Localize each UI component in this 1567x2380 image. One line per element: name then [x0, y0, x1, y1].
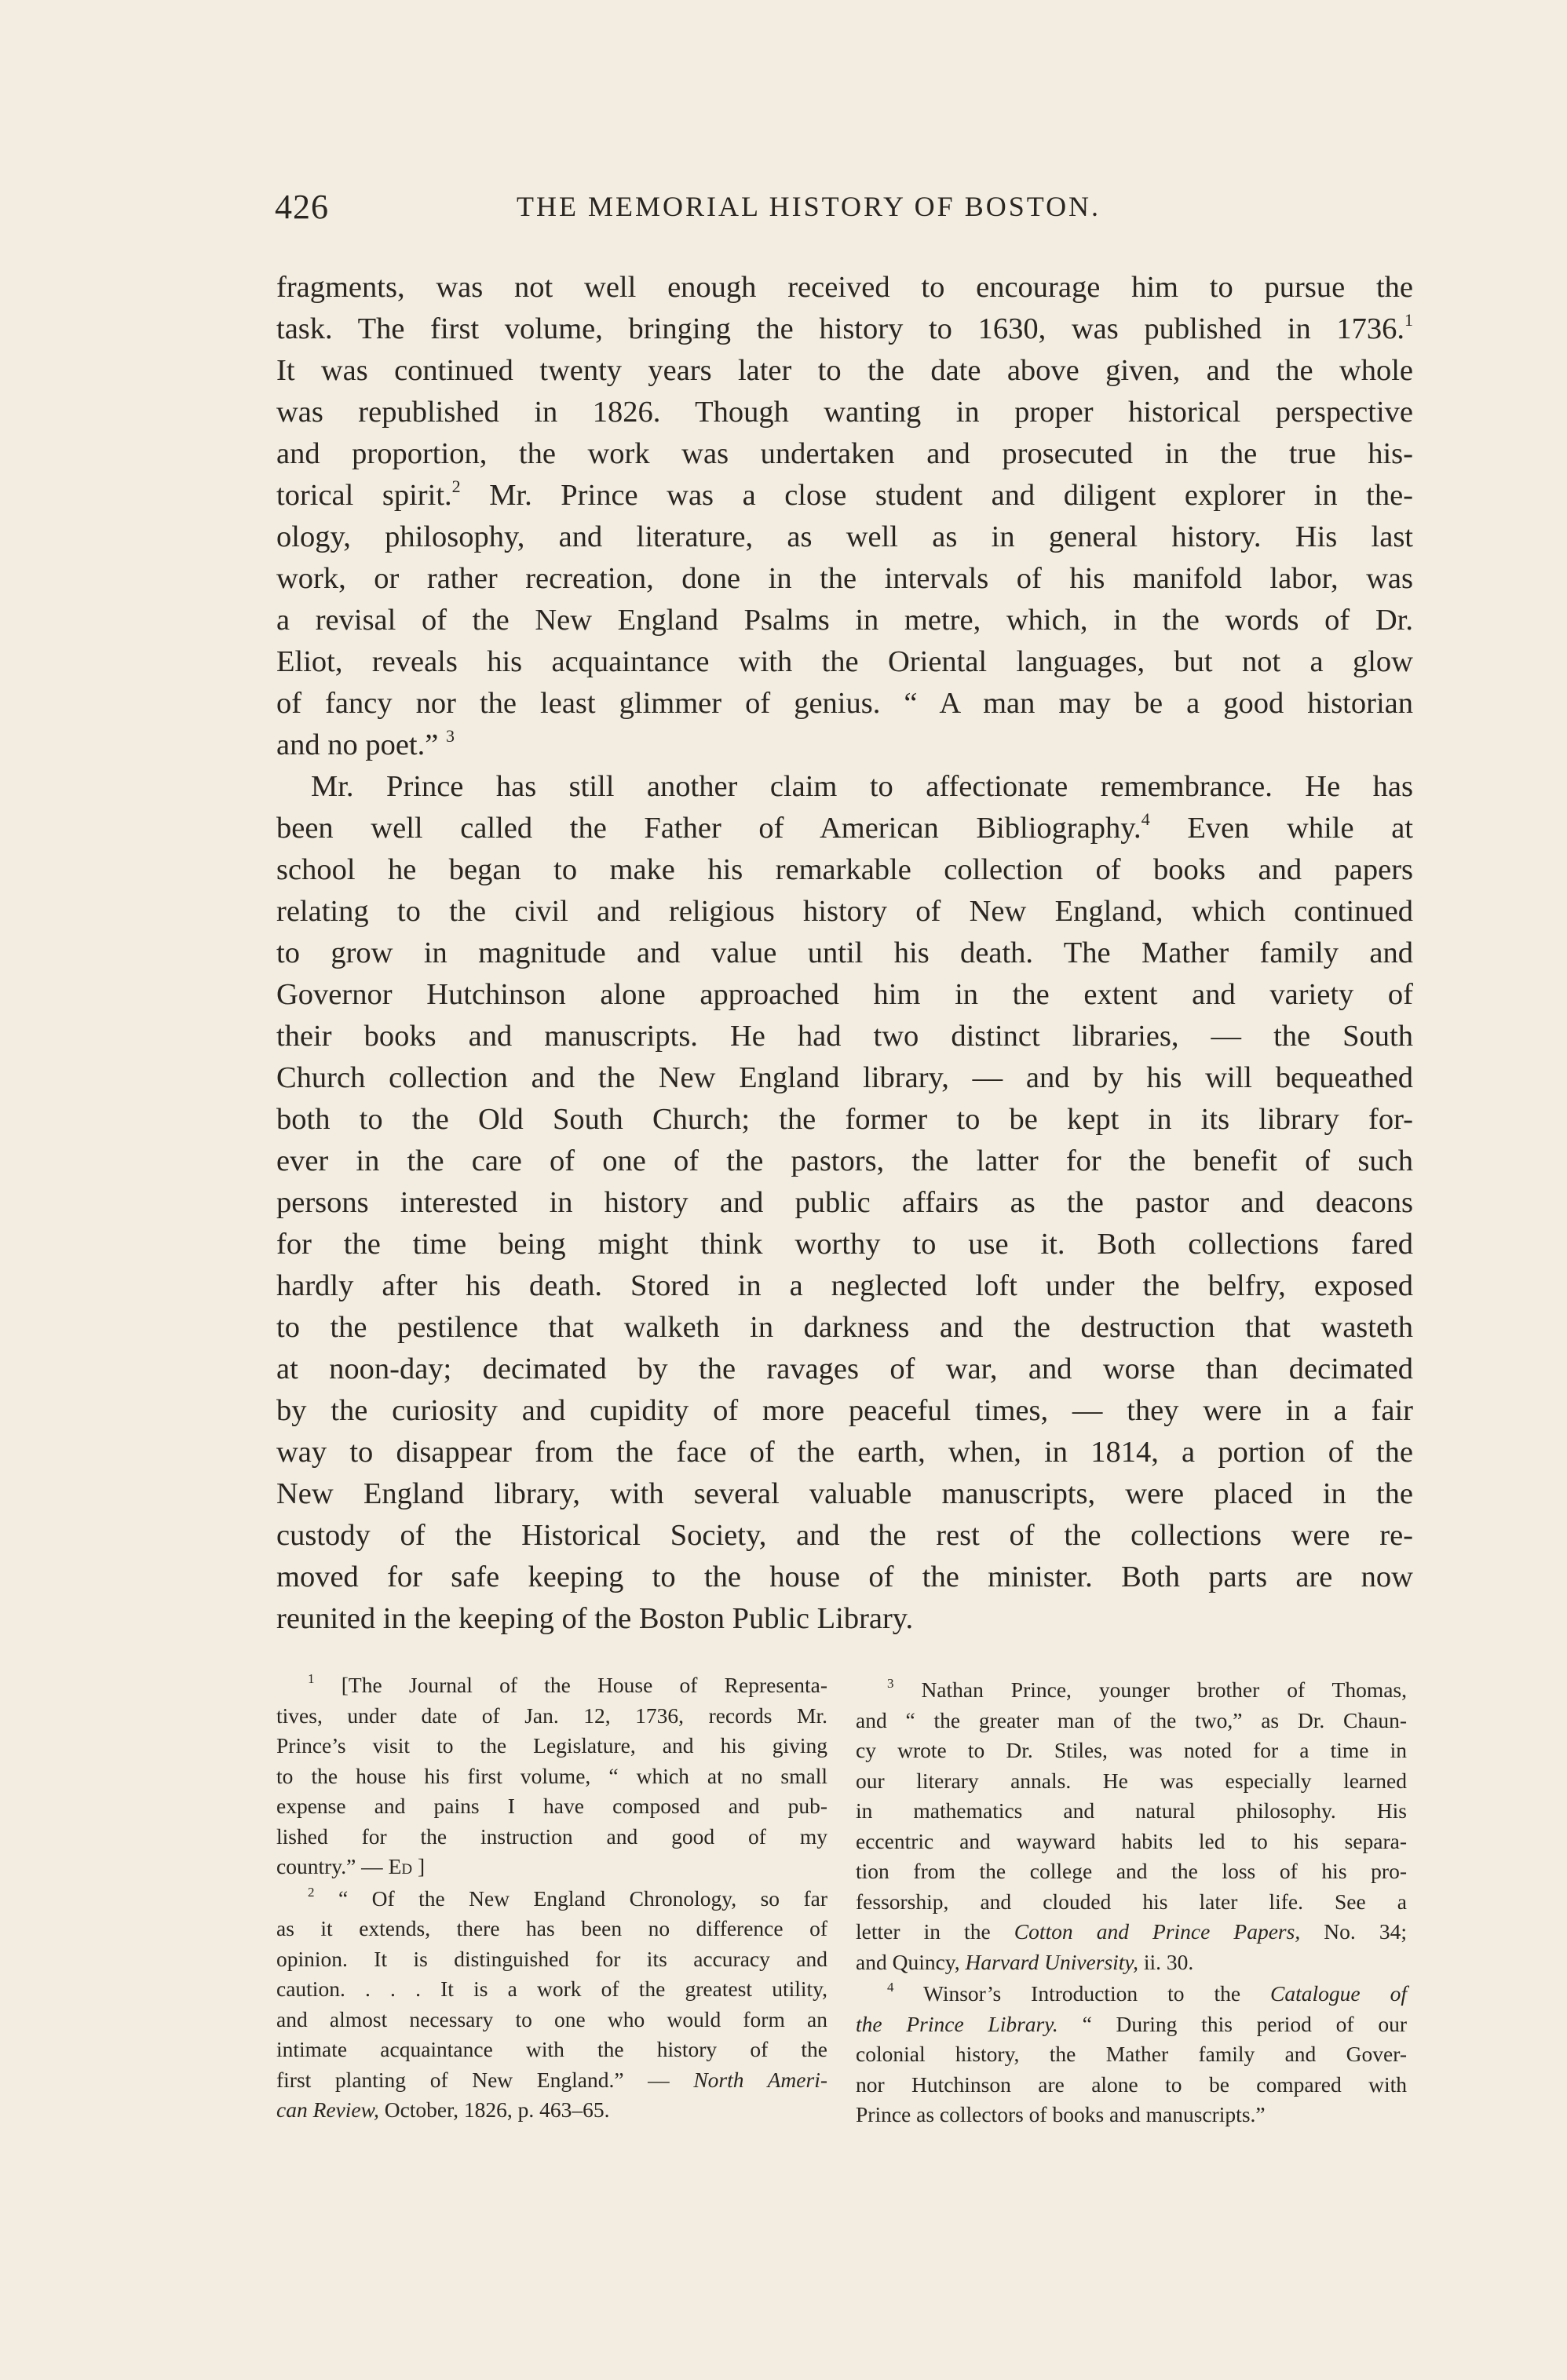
body-line: Governor Hutchinson alone approached him in the extent and variety of: [276, 978, 1413, 1011]
body-line: work, or rather recreation, done in the intervals of his manifold labor, was: [276, 562, 1413, 595]
body-line: and no poet.” $^3$: [276, 726, 455, 761]
body-line: at noon-day; decimated by the ravages of war, and worse than decimated: [276, 1352, 1413, 1385]
footnote-line: caution. . . . It is a work of the greatest utility,: [276, 1977, 827, 2001]
footnote-marker: 2: [308, 1884, 315, 1900]
footnote-line: and “ the greater man of the two,” as Dr. Chaun-: [856, 1707, 1407, 1732]
footnote-ref: 3: [445, 726, 455, 746]
body-line: to grow in magnitude and value until his death. The Mather family and: [276, 936, 1413, 969]
footnote-ref: 2: [451, 476, 461, 496]
body-line: moved for safe keeping to the house of the minister. Both parts are now: [276, 1561, 1413, 1593]
body-line: ever in the care of one of the pastors, the latter for the benefit of such: [276, 1144, 1413, 1177]
body-line: of fancy nor the least glimmer of genius. “ A man may be a good historian: [276, 687, 1413, 720]
body-line: their books and manuscripts. He had two distinct libraries, — the South: [276, 1020, 1413, 1053]
running-title: THE MEMORIAL HISTORY OF BOSTON.: [517, 191, 1101, 222]
footnote-line: $^2$ “ Of the New England Chronology, so far: [308, 1884, 828, 1911]
footnote-line: the Prince Library. “ During this period of our: [856, 2011, 1407, 2036]
footnote-line: Prince as collectors of books and manuscripts.”: [856, 2102, 1266, 2126]
running-head: [275, 187, 1413, 234]
footnote-line: can Review, October, 1826, p. 463–65.: [276, 2097, 610, 2122]
footnote-line: colonial history, the Mather family and Gover-: [856, 2042, 1407, 2066]
footnote-line: Prince’s visit to the Legislature, and his giving: [276, 1733, 827, 1758]
footnote-line: first planting of New England.” — North Ameri-: [276, 2067, 827, 2092]
footnote-line: our literary annals. He was especially learned: [856, 1768, 1407, 1793]
body-line: task. The first volume, bringing the history to 1630, was published in 1736.$^1$: [276, 310, 1413, 345]
footnote-line: tives, under date of Jan. 12, 1736, records Mr.: [276, 1703, 827, 1728]
footnote-line: nor Hutchinson are alone to be compared with: [856, 2072, 1407, 2097]
body-line: both to the Old South Church; the former to be kept in its library for-: [276, 1103, 1413, 1136]
footnotes-left-column: [276, 1670, 827, 2126]
page-number: 426: [275, 188, 329, 226]
body-line: way to disappear from the face of the earth, when, in 1814, a portion of the: [276, 1436, 1413, 1469]
body-line: to the pestilence that walketh in darkness and the destruction that wasteth: [276, 1311, 1413, 1344]
footnote-line: lished for the instruction and good of my: [276, 1823, 827, 1849]
footnote-line: tion from the college and the loss of his pro-: [856, 1859, 1407, 1883]
footnote-line: country.” — Ed ]: [276, 1854, 426, 1878]
footnote-line: eccentric and wayward habits led to his separa-: [856, 1828, 1407, 1853]
footnote-line: expense and pains I have composed and pub-: [276, 1794, 827, 1818]
body-line: was republished in 1826. Though wanting in proper historical perspective: [276, 396, 1413, 429]
body-line: a revisal of the New England Psalms in metre, which, in the words of Dr.: [276, 604, 1413, 637]
main-text: [276, 267, 1413, 1640]
body-line: fragments, was not well enough received to encourage him to pursue the: [276, 271, 1413, 304]
footnote-line: and Quincy, Harvard University, ii. 30.: [856, 1949, 1194, 1974]
footnote-line: $^3$ Nathan Prince, younger brother of Thomas,: [887, 1676, 1408, 1702]
footnote-ref: 1: [1404, 310, 1413, 330]
footnote-line: cy wrote to Dr. Stiles, was noted for a time in: [856, 1738, 1407, 1762]
body-line: It was continued twenty years later to the date above given, and the whole: [276, 354, 1413, 387]
footnote-line: as it extends, there has been no difference of: [276, 1916, 827, 1940]
footnotes-right-column: [856, 1675, 1407, 2130]
footnote-line: intimate acquaintance with the history of the: [276, 2037, 827, 2061]
body-line: been well called the Father of American Bibliography.$^4$ Even while at: [276, 809, 1414, 845]
body-line: hardly after his death. Stored in a neglected loft under the belfry, exposed: [276, 1269, 1413, 1302]
footnote-ref: 4: [1141, 809, 1150, 829]
footnote-line: in mathematics and natural philosophy. His: [856, 1798, 1407, 1823]
body-line: torical spirit.$^2$ Mr. Prince was a close student and diligent explorer in the-: [276, 476, 1413, 512]
body-line: persons interested in history and public affairs as the pastor and deacons: [276, 1186, 1413, 1219]
body-line: Mr. Prince has still another claim to affectionate remembrance. He has: [311, 770, 1413, 803]
footnote-line: fessorship, and clouded his later life. See a: [856, 1889, 1407, 1914]
body-line: school he began to make his remarkable collection of books and papers: [276, 853, 1413, 886]
footnote-line: opinion. It is distinguished for its accuracy and: [276, 1946, 827, 1971]
body-line: Eliot, reveals his acquaintance with the Oriental languages, but not a glow: [276, 645, 1413, 678]
body-line: Church collection and the New England library, — and by his will bequeathed: [276, 1061, 1413, 1094]
footnotes: [276, 1670, 1413, 2157]
footnote-marker: 1: [308, 1671, 315, 1686]
body-line: New England library, with several valuable manuscripts, were placed in the: [276, 1477, 1413, 1510]
body-line: and proportion, the work was undertaken and prosecuted in the true his-: [276, 437, 1413, 470]
footnote-line: to the house his first volume, “ which at no small: [276, 1763, 827, 1788]
footnote-line: and almost necessary to one who would form an: [276, 2006, 827, 2031]
body-line: reunited in the keeping of the Boston Public Library.: [276, 1602, 914, 1635]
body-line: ology, philosophy, and literature, as well as in general history. His last: [276, 520, 1413, 553]
footnote-line: letter in the Cotton and Prince Papers, No. 34;: [856, 1919, 1407, 1944]
footnote-line: $^4$ Winsor’s Introduction to the Catalogue of: [887, 1980, 1407, 2006]
body-line: relating to the civil and religious history of New England, which continued: [276, 895, 1413, 928]
body-line: for the time being might think worthy to use it. Both collections fared: [276, 1228, 1413, 1261]
body-line: custody of the Historical Society, and the rest of the collections were re-: [276, 1519, 1413, 1552]
footnote-marker: 4: [887, 1980, 894, 1995]
footnote-marker: 3: [887, 1676, 894, 1691]
footnote-line: $^1$ [The Journal of the House of Representa-: [308, 1671, 827, 1697]
body-line: by the curiosity and cupidity of more peaceful times, — they were in a fair: [276, 1394, 1413, 1427]
